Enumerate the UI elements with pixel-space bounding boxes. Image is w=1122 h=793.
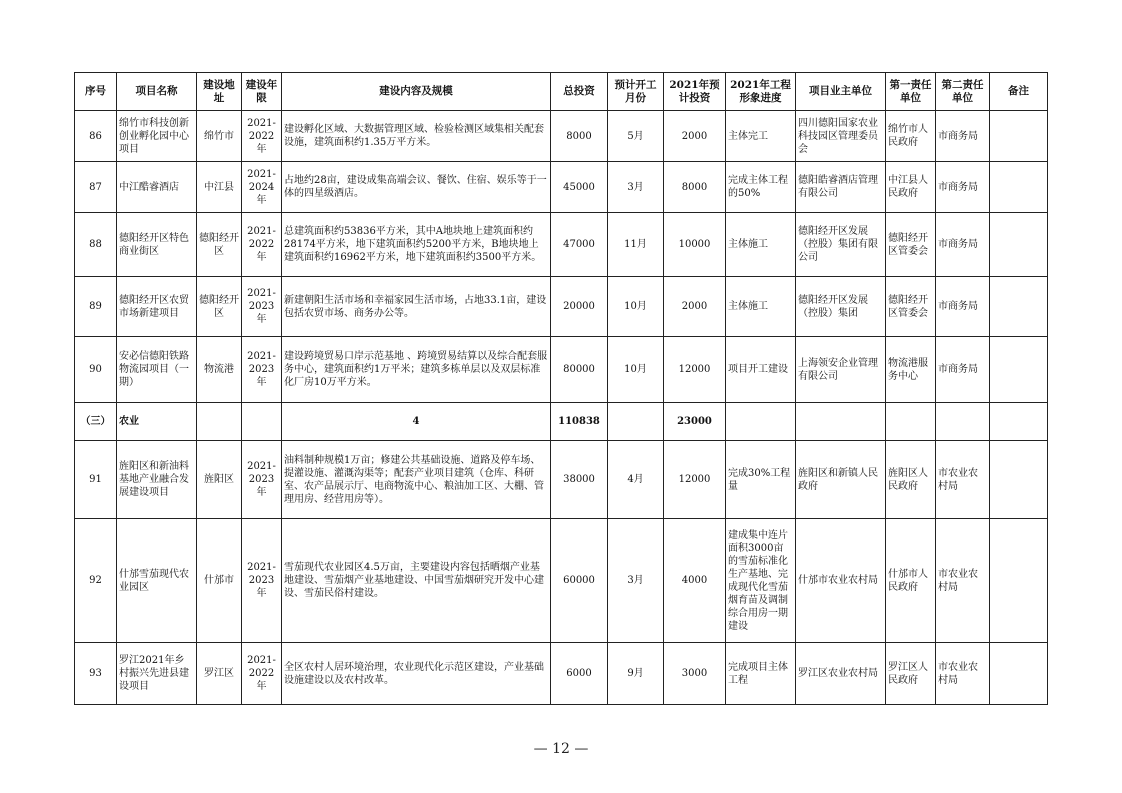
header-note: 备注 <box>990 73 1048 111</box>
cell-period: 2021-2023年 <box>242 277 282 337</box>
cell-seq: 91 <box>75 441 117 519</box>
section-name: 农业 <box>117 403 197 441</box>
cell-progress: 主体施工 <box>726 213 796 277</box>
cell-progress: 建成集中连片面积3000亩的雪茄标准化生产基地、完成现代化雪茄烟育苗及调制综合用房一期建设 <box>726 519 796 643</box>
section-invest: 110838 <box>551 403 608 441</box>
cell-resp1: 中江县人民政府 <box>886 162 936 213</box>
cell-name: 德阳经开区特色商业街区 <box>117 213 197 277</box>
cell-site: 物流港 <box>197 337 242 403</box>
cell-content: 全区农村人居环境治理，农业现代化示范区建设，产业基础设施建设以及农村改革。 <box>282 643 551 705</box>
cell-site: 绵竹市 <box>197 111 242 162</box>
header-month: 预计开工月份 <box>608 73 664 111</box>
cell-resp1: 罗江区人民政府 <box>886 643 936 705</box>
cell-seq: 88 <box>75 213 117 277</box>
cell-seq: 93 <box>75 643 117 705</box>
header-resp1: 第一责任单位 <box>886 73 936 111</box>
page-number: — 12 — <box>533 741 589 757</box>
section-seq: （三） <box>75 403 117 441</box>
project-table <box>74 72 1048 705</box>
cell-month: 5月 <box>608 111 664 162</box>
cell-owner: 什邡市农业农村局 <box>796 519 886 643</box>
cell-seq: 87 <box>75 162 117 213</box>
table-row <box>75 643 1048 705</box>
cell-content: 建设孵化区域、大数据管理区域、检验检测区域集相关配套设施，建筑面积约1.35万平方米。 <box>282 111 551 162</box>
header-seq: 序号 <box>75 73 117 111</box>
cell-content: 占地约28亩，建设成集高端会议、餐饮、住宿、娱乐等于一体的四星级酒店。 <box>282 162 551 213</box>
header-progress: 2021年工程形象进度 <box>726 73 796 111</box>
cell-owner: 旌阳区和新镇人民政府 <box>796 441 886 519</box>
section-plan: 23000 <box>664 403 726 441</box>
cell-invest: 6000 <box>551 643 608 705</box>
cell-content: 雪茄现代农业园区4.5万亩，主要建设内容包括晒烟产业基地建设、雪茄烟产业基地建设、中国雪茄烟研究开发中心建设、雪茄民俗村建设。 <box>282 519 551 643</box>
cell-name: 绵竹市科技创新创业孵化园中心项目 <box>117 111 197 162</box>
cell-note <box>990 337 1048 403</box>
cell-month: 11月 <box>608 213 664 277</box>
header-resp2: 第二责任单位 <box>936 73 990 111</box>
cell-owner: 德阳经开区发展（控股）集团有限公司 <box>796 213 886 277</box>
section-row <box>75 403 1048 441</box>
cell-month: 10月 <box>608 277 664 337</box>
cell-resp1: 绵竹市人民政府 <box>886 111 936 162</box>
cell-invest: 60000 <box>551 519 608 643</box>
cell-period: 2021-2022年 <box>242 213 282 277</box>
cell-progress: 完成30%工程量 <box>726 441 796 519</box>
cell-plan: 10000 <box>664 213 726 277</box>
header-site: 建设地址 <box>197 73 242 111</box>
cell-resp2: 市商务局 <box>936 111 990 162</box>
cell-owner: 德阳皓睿酒店管理有限公司 <box>796 162 886 213</box>
cell-note <box>990 162 1048 213</box>
cell-invest: 80000 <box>551 337 608 403</box>
table-row <box>75 111 1048 162</box>
cell-resp1: 德阳经开区管委会 <box>886 213 936 277</box>
cell-resp2: 市商务局 <box>936 277 990 337</box>
cell-invest: 8000 <box>551 111 608 162</box>
cell-site: 中江县 <box>197 162 242 213</box>
cell-note <box>990 519 1048 643</box>
cell-note <box>990 643 1048 705</box>
header-row <box>75 73 1048 111</box>
cell-period: 2021-2023年 <box>242 337 282 403</box>
table-row <box>75 213 1048 277</box>
table-row <box>75 441 1048 519</box>
cell-resp1: 旌阳区人民政府 <box>886 441 936 519</box>
cell-site: 德阳经开区 <box>197 213 242 277</box>
cell-progress: 完成主体工程的50% <box>726 162 796 213</box>
cell-resp2: 市农业农村局 <box>936 643 990 705</box>
cell-month: 10月 <box>608 337 664 403</box>
cell-resp1: 物流港服务中心 <box>886 337 936 403</box>
cell-invest: 45000 <box>551 162 608 213</box>
section-empty <box>726 403 796 441</box>
cell-name: 安必信德阳铁路物流园项目（一期） <box>117 337 197 403</box>
cell-period: 2021-2023年 <box>242 519 282 643</box>
cell-name: 罗江2021年乡村振兴先进县建设项目 <box>117 643 197 705</box>
cell-period: 2021-2022年 <box>242 643 282 705</box>
cell-content: 总建筑面积约53836平方米，其中A地块地上建筑面积约28174平方米，地下建筑面积约5200平方米，B地块地上建筑面积约16962平方米，地下建筑面积约3500平方米。 <box>282 213 551 277</box>
cell-content: 油料制种规模1万亩；修建公共基础设施、道路及停车场、提灌设施、灌溉沟渠等；配套产业项目建筑（仓库、科研室、农产品展示厅、电商物流中心、粮油加工区、大棚、管理用房、经营用房等）。 <box>282 441 551 519</box>
table-row <box>75 277 1048 337</box>
cell-resp2: 市商务局 <box>936 337 990 403</box>
cell-owner: 德阳经开区发展（控股）集团 <box>796 277 886 337</box>
cell-site: 什邡市 <box>197 519 242 643</box>
cell-plan: 4000 <box>664 519 726 643</box>
cell-resp2: 市商务局 <box>936 162 990 213</box>
cell-resp2: 市农业农村局 <box>936 519 990 643</box>
cell-plan: 12000 <box>664 337 726 403</box>
cell-site: 德阳经开区 <box>197 277 242 337</box>
cell-name: 什邡雪茄现代农业园区 <box>117 519 197 643</box>
section-empty <box>242 403 282 441</box>
cell-month: 9月 <box>608 643 664 705</box>
cell-progress: 项目开工建设 <box>726 337 796 403</box>
cell-month: 3月 <box>608 162 664 213</box>
table-row <box>75 337 1048 403</box>
header-name: 项目名称 <box>117 73 197 111</box>
cell-period: 2021-2024年 <box>242 162 282 213</box>
table-row <box>75 162 1048 213</box>
cell-plan: 2000 <box>664 277 726 337</box>
cell-month: 4月 <box>608 441 664 519</box>
header-plan: 2021年预计投资 <box>664 73 726 111</box>
section-count: 4 <box>282 403 551 441</box>
cell-plan: 3000 <box>664 643 726 705</box>
cell-resp2: 市商务局 <box>936 213 990 277</box>
cell-resp1: 什邡市人民政府 <box>886 519 936 643</box>
cell-note <box>990 111 1048 162</box>
cell-progress: 完成项目主体工程 <box>726 643 796 705</box>
section-empty <box>796 403 886 441</box>
header-owner: 项目业主单位 <box>796 73 886 111</box>
header-period: 建设年限 <box>242 73 282 111</box>
cell-owner: 上海领安企业管理有限公司 <box>796 337 886 403</box>
cell-note <box>990 441 1048 519</box>
cell-period: 2021-2022年 <box>242 111 282 162</box>
section-empty <box>608 403 664 441</box>
cell-month: 3月 <box>608 519 664 643</box>
cell-seq: 89 <box>75 277 117 337</box>
cell-invest: 47000 <box>551 213 608 277</box>
cell-plan: 2000 <box>664 111 726 162</box>
cell-owner: 罗江区农业农村局 <box>796 643 886 705</box>
header-invest: 总投资 <box>551 73 608 111</box>
cell-name: 旌阳区和新油料基地产业融合发展建设项目 <box>117 441 197 519</box>
cell-note <box>990 213 1048 277</box>
cell-period: 2021-2023年 <box>242 441 282 519</box>
cell-progress: 主体完工 <box>726 111 796 162</box>
section-empty <box>197 403 242 441</box>
table-row <box>75 519 1048 643</box>
cell-site: 罗江区 <box>197 643 242 705</box>
cell-seq: 90 <box>75 337 117 403</box>
cell-site: 旌阳区 <box>197 441 242 519</box>
section-empty <box>990 403 1048 441</box>
cell-name: 中江酷睿酒店 <box>117 162 197 213</box>
cell-plan: 8000 <box>664 162 726 213</box>
cell-content: 建设跨境贸易口岸示范基地 、跨境贸易结算以及综合配套服务中心，建筑面积约1万平米；建筑多栋单层以及双层标准化厂房10万平方米。 <box>282 337 551 403</box>
cell-owner: 四川德阳国家农业科技园区管理委员会 <box>796 111 886 162</box>
section-empty <box>936 403 990 441</box>
cell-seq: 92 <box>75 519 117 643</box>
cell-invest: 20000 <box>551 277 608 337</box>
cell-progress: 主体施工 <box>726 277 796 337</box>
cell-plan: 12000 <box>664 441 726 519</box>
cell-name: 德阳经开区农贸市场新建项目 <box>117 277 197 337</box>
section-empty <box>886 403 936 441</box>
cell-invest: 38000 <box>551 441 608 519</box>
cell-content: 新建朝阳生活市场和幸福家园生活市场，占地33.1亩，建设包括农贸市场、商务办公等。 <box>282 277 551 337</box>
cell-note <box>990 277 1048 337</box>
header-content: 建设内容及规模 <box>282 73 551 111</box>
cell-seq: 86 <box>75 111 117 162</box>
cell-resp2: 市农业农村局 <box>936 441 990 519</box>
cell-resp1: 德阳经开区管委会 <box>886 277 936 337</box>
